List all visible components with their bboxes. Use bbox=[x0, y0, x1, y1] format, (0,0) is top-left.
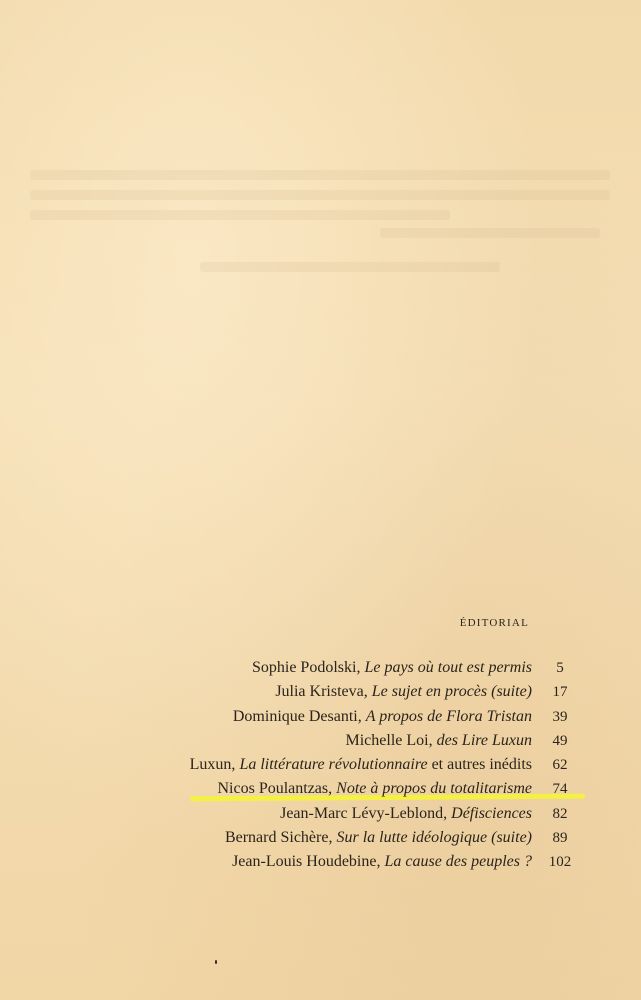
toc-row bbox=[120, 753, 580, 777]
toc-row bbox=[120, 850, 580, 874]
toc-entry bbox=[217, 777, 532, 801]
table-of-contents bbox=[120, 656, 580, 875]
toc-row bbox=[120, 802, 580, 826]
toc-title: A propos de Flora Tristan bbox=[365, 707, 532, 725]
toc-row bbox=[120, 777, 580, 801]
toc-row bbox=[120, 656, 580, 680]
toc-entry bbox=[275, 680, 532, 704]
toc-page-number: 102 bbox=[548, 854, 572, 871]
toc-author: Jean-Louis Houdebine, bbox=[232, 853, 381, 871]
toc-title: des Lire Luxun bbox=[436, 731, 532, 749]
section-heading: ÉDITORIAL bbox=[459, 617, 529, 629]
toc-entry bbox=[225, 826, 532, 850]
toc-author: Julia Kristeva, bbox=[275, 683, 368, 701]
toc-page-number: 89 bbox=[552, 830, 568, 847]
show-through-line bbox=[30, 190, 610, 200]
toc-row bbox=[120, 826, 580, 850]
toc-entry bbox=[190, 753, 532, 777]
toc-author: Jean-Marc Lévy-Leblond, bbox=[280, 804, 448, 822]
toc-entry bbox=[232, 850, 532, 874]
toc-entry bbox=[252, 656, 532, 680]
toc-title: La littérature révolutionnaire bbox=[239, 756, 428, 774]
toc-page-number: 74 bbox=[552, 781, 568, 798]
toc-title: La cause des peuples ? bbox=[384, 853, 532, 871]
toc-author: Luxun, bbox=[189, 756, 236, 774]
toc-row bbox=[120, 729, 580, 753]
toc-author: Dominique Desanti, bbox=[232, 707, 362, 725]
show-through-line bbox=[380, 228, 600, 238]
paper-speck bbox=[215, 960, 217, 964]
toc-title: Sur la lutte idéologique (suite) bbox=[336, 829, 532, 847]
toc-author: Michelle Loi, bbox=[345, 731, 433, 749]
show-through-line bbox=[30, 210, 450, 220]
toc-page-number: 62 bbox=[552, 757, 568, 774]
toc-page-number: 82 bbox=[552, 805, 568, 822]
toc-page-number: 39 bbox=[552, 708, 568, 725]
toc-author: Nicos Poulantzas, bbox=[217, 780, 333, 798]
toc-row bbox=[120, 680, 580, 704]
toc-suffix: et autres inédits bbox=[427, 756, 532, 774]
toc-page-number: 49 bbox=[552, 732, 568, 749]
show-through-line bbox=[200, 262, 500, 272]
show-through-line bbox=[30, 170, 610, 180]
toc-page-number: 5 bbox=[556, 660, 564, 676]
toc-entry bbox=[280, 802, 532, 826]
toc-author: Sophie Podolski, bbox=[251, 659, 361, 676]
toc-row bbox=[120, 705, 580, 729]
toc-title: Le sujet en procès (suite) bbox=[371, 683, 532, 701]
toc-author: Bernard Sichère, bbox=[224, 829, 333, 847]
toc-page-number: 17 bbox=[552, 684, 568, 701]
toc-entry bbox=[346, 729, 533, 753]
toc-title: Le pays où tout est permis bbox=[364, 659, 532, 676]
toc-title: Note à propos du totalitarisme bbox=[336, 780, 532, 798]
toc-title: Défisciences bbox=[451, 804, 532, 822]
toc-entry bbox=[233, 705, 532, 729]
